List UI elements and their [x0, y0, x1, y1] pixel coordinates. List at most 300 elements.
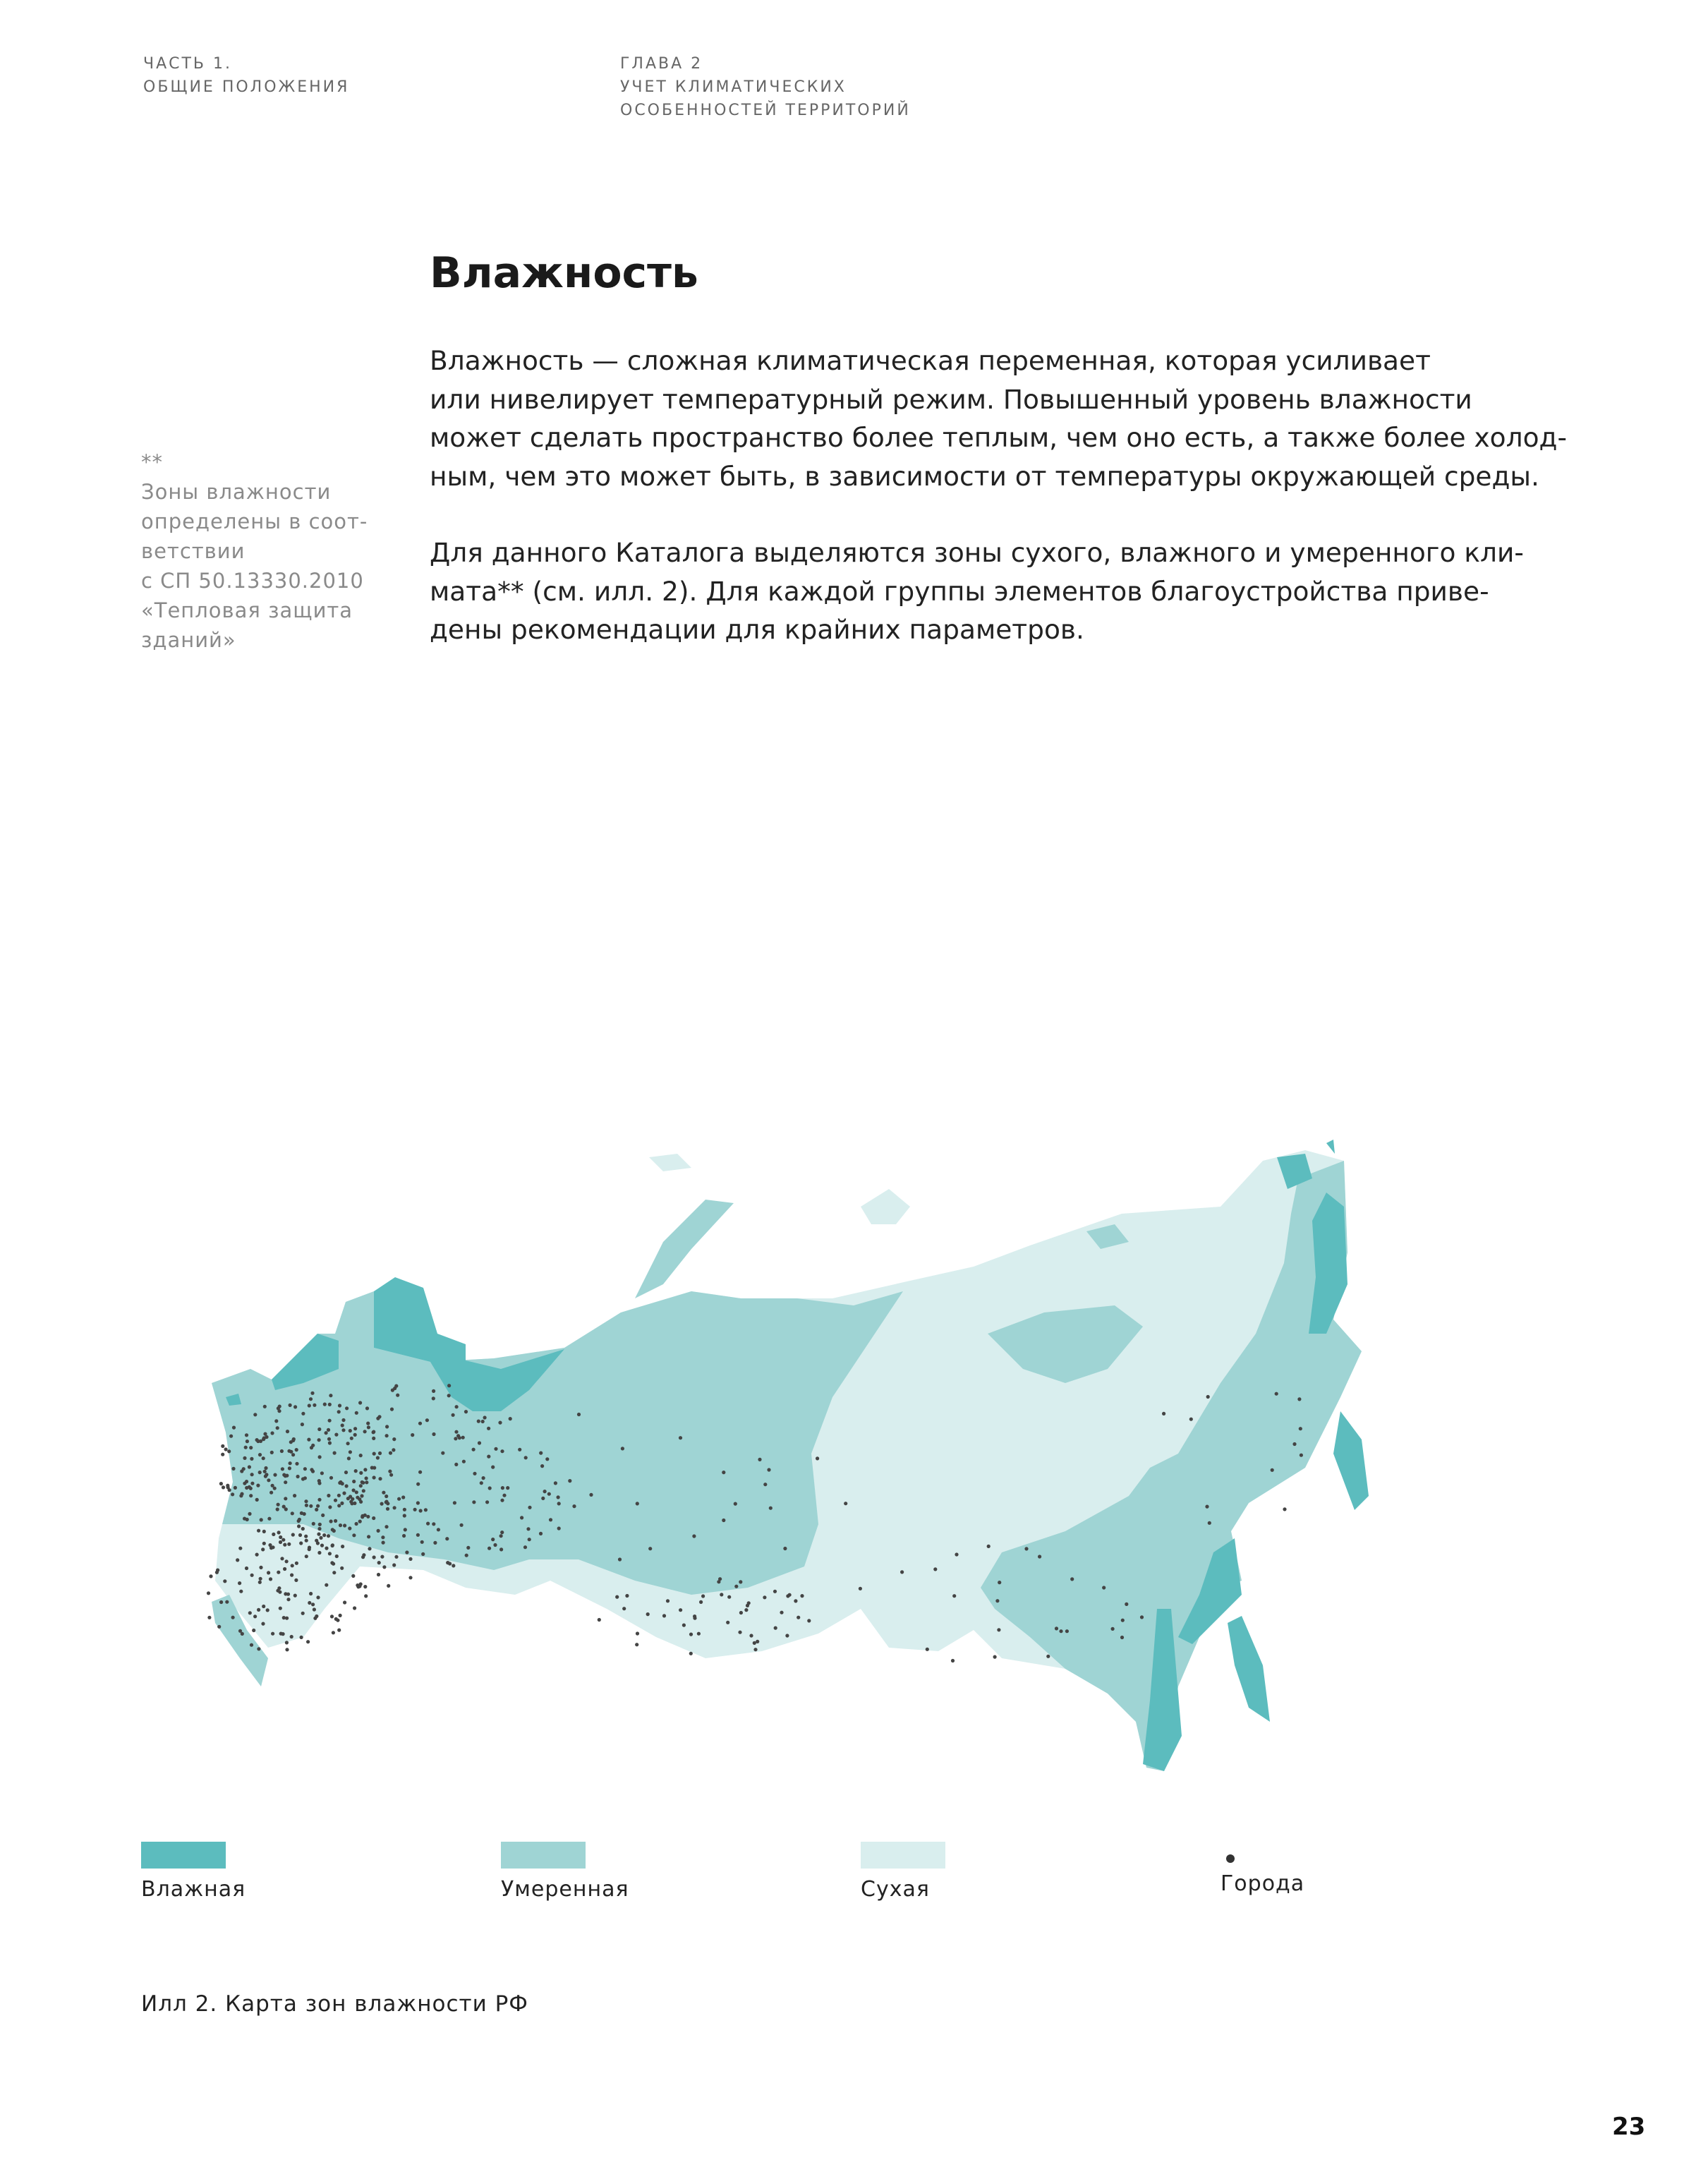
city-dot: [520, 1516, 523, 1519]
city-dot: [284, 1474, 287, 1478]
city-dot: [692, 1534, 696, 1538]
city-dot: [998, 1581, 1001, 1584]
city-dot: [283, 1567, 286, 1571]
city-dot: [359, 1484, 363, 1487]
city-dot: [396, 1394, 399, 1397]
city-dot: [557, 1495, 560, 1499]
city-dot: [327, 1534, 330, 1538]
city-dot: [926, 1648, 929, 1651]
city-dot: [319, 1536, 322, 1540]
franz-josef-island: [649, 1154, 691, 1171]
city-dot: [666, 1599, 670, 1602]
city-dot: [281, 1632, 285, 1636]
city-dot: [332, 1571, 336, 1574]
legend-swatch-moderate: [501, 1842, 586, 1869]
city-dot: [304, 1535, 308, 1538]
city-dot: [386, 1507, 389, 1511]
city-dot: [384, 1525, 388, 1528]
city-dot: [248, 1512, 251, 1516]
city-dot: [272, 1533, 275, 1536]
city-dot: [238, 1629, 242, 1633]
city-dot: [460, 1523, 464, 1527]
city-dot: [478, 1441, 481, 1444]
city-dot: [1125, 1602, 1128, 1606]
paragraph-line: или нивелирует температурный режим. Повышенный уровень влажности: [430, 383, 1472, 415]
sidenote-line: с СП 50.13330.2010: [141, 569, 364, 593]
city-dot: [334, 1519, 337, 1523]
city-dot: [287, 1543, 291, 1546]
legend-label-cities: Города: [1221, 1871, 1305, 1896]
city-dot: [333, 1451, 337, 1455]
city-dot: [286, 1430, 289, 1433]
city-dot: [255, 1553, 259, 1557]
city-dot: [293, 1594, 297, 1598]
paragraph-line: Влажность — сложная климатическая переменная, которая усиливает: [430, 345, 1431, 376]
city-dot: [648, 1547, 652, 1550]
city-dot: [209, 1574, 212, 1578]
city-dot: [277, 1586, 281, 1590]
city-dot: [377, 1529, 380, 1533]
city-dot: [309, 1504, 313, 1508]
city-dot: [328, 1441, 332, 1444]
city-dot: [363, 1468, 367, 1471]
city-dot: [269, 1491, 273, 1495]
city-dot: [420, 1540, 424, 1544]
city-dot: [289, 1461, 292, 1465]
city-dot: [258, 1581, 262, 1584]
city-dot: [500, 1449, 504, 1453]
city-dot: [315, 1508, 318, 1511]
city-dot: [268, 1543, 272, 1547]
city-dot: [291, 1564, 294, 1567]
city-dot: [455, 1405, 459, 1408]
city-dot: [273, 1473, 277, 1477]
city-dot: [316, 1595, 320, 1599]
city-dot: [392, 1563, 396, 1567]
city-dot: [373, 1475, 376, 1479]
city-dot: [366, 1515, 370, 1519]
city-dot: [351, 1574, 355, 1578]
city-dot: [309, 1397, 313, 1401]
city-dot: [767, 1468, 770, 1471]
city-dot: [242, 1467, 246, 1471]
city-dot: [248, 1611, 252, 1614]
city-dot: [1046, 1655, 1050, 1658]
city-dot: [523, 1545, 527, 1549]
city-dot: [317, 1438, 321, 1442]
city-dot: [317, 1551, 321, 1555]
city-dot: [257, 1647, 260, 1650]
city-dot: [437, 1528, 440, 1531]
city-dot: [389, 1473, 393, 1477]
city-dot: [1189, 1418, 1193, 1421]
city-dot: [363, 1430, 367, 1433]
city-dot: [385, 1425, 389, 1428]
city-dot: [337, 1410, 341, 1413]
city-dot: [239, 1590, 243, 1593]
sidenote-line: ветствии: [141, 539, 246, 563]
city-dot: [524, 1456, 528, 1459]
city-dot: [1283, 1507, 1286, 1511]
city-dot: [432, 1389, 435, 1393]
city-dot: [499, 1547, 503, 1551]
city-dot: [353, 1606, 356, 1610]
city-dot: [226, 1484, 229, 1487]
city-dot: [351, 1497, 354, 1501]
city-dot: [229, 1435, 233, 1438]
city-dot: [284, 1480, 287, 1484]
paragraph-line: дены рекомендации для крайних параметров.: [430, 614, 1084, 645]
city-dot: [367, 1535, 370, 1538]
figure-caption: Илл 2. Карта зон влажности РФ: [141, 1991, 528, 2017]
city-dot: [243, 1456, 246, 1460]
city-dot: [308, 1601, 311, 1605]
city-dot: [393, 1506, 396, 1509]
legend-item-cities: [1221, 1842, 1304, 1896]
city-dot: [249, 1494, 253, 1497]
city-dot: [699, 1600, 703, 1604]
city-dot: [403, 1514, 406, 1517]
city-dot: [1297, 1397, 1301, 1401]
city-dot: [625, 1594, 629, 1598]
city-dot: [301, 1612, 305, 1615]
city-dot: [955, 1552, 958, 1556]
wet-zone-sakhalin: [1228, 1616, 1270, 1722]
city-dot: [426, 1522, 430, 1526]
city-dot: [311, 1444, 315, 1447]
city-dot: [441, 1451, 444, 1455]
city-dot: [1059, 1629, 1062, 1633]
city-dot: [355, 1522, 358, 1526]
city-dot: [279, 1607, 282, 1610]
city-dot: [335, 1555, 339, 1558]
city-dot: [557, 1526, 561, 1530]
intro-paragraph: [430, 342, 1567, 495]
city-dot: [425, 1418, 429, 1422]
city-dot: [263, 1432, 267, 1436]
city-dot: [487, 1427, 490, 1430]
city-dot: [526, 1527, 530, 1531]
city-dot: [353, 1427, 357, 1430]
city-dot: [445, 1537, 449, 1540]
city-dot: [418, 1471, 422, 1474]
city-dot: [262, 1530, 266, 1533]
city-dot: [271, 1632, 274, 1636]
city-dot: [481, 1420, 485, 1423]
city-dot: [758, 1458, 761, 1461]
city-dot: [274, 1419, 278, 1423]
city-dot: [382, 1541, 385, 1545]
header-chapter-title-line1: УЧЕТ КЛИМАТИЧЕСКИХ: [620, 78, 847, 96]
city-dot: [358, 1401, 362, 1404]
city-dot: [340, 1567, 344, 1570]
city-dot: [317, 1533, 320, 1536]
city-dot: [807, 1619, 811, 1622]
city-dot: [308, 1404, 311, 1407]
city-dot: [328, 1552, 332, 1555]
city-dot: [306, 1640, 310, 1643]
city-dot: [722, 1471, 725, 1474]
city-dot: [311, 1470, 315, 1473]
city-dot: [317, 1427, 321, 1431]
city-dot: [598, 1618, 601, 1622]
city-dot: [286, 1593, 290, 1596]
city-dot: [1300, 1454, 1303, 1457]
sidenote-marker: **: [141, 450, 163, 474]
city-dot: [300, 1511, 303, 1515]
city-dot: [662, 1614, 666, 1617]
city-dot: [780, 1611, 783, 1614]
city-dot: [250, 1574, 254, 1577]
city-dot: [364, 1594, 368, 1598]
city-dot: [373, 1452, 376, 1456]
city-dot: [1055, 1626, 1058, 1630]
city-dot: [320, 1471, 324, 1475]
city-dot: [408, 1557, 412, 1561]
city-dot: [488, 1486, 492, 1490]
city-dot: [245, 1433, 248, 1437]
legend-label-wet: Влажная: [141, 1877, 246, 1902]
city-dot: [228, 1488, 231, 1492]
city-dot: [347, 1456, 351, 1460]
city-dot: [447, 1394, 451, 1397]
city-dot: [330, 1561, 334, 1564]
city-dot: [952, 1594, 956, 1598]
city-dot: [466, 1546, 470, 1550]
city-dot: [381, 1535, 384, 1539]
city-dot: [646, 1612, 650, 1616]
city-dot: [234, 1486, 237, 1490]
city-dot: [360, 1494, 363, 1497]
city-dot: [337, 1504, 341, 1507]
city-dot: [308, 1546, 311, 1550]
city-dot: [1292, 1442, 1296, 1446]
city-dot: [285, 1641, 289, 1644]
city-dot: [255, 1438, 259, 1442]
city-dot: [345, 1406, 349, 1410]
city-dot: [800, 1594, 804, 1598]
city-dot: [345, 1484, 349, 1487]
city-dot: [277, 1503, 280, 1507]
city-dot: [568, 1479, 571, 1483]
city-dot: [289, 1404, 292, 1407]
city-dot: [297, 1524, 301, 1528]
city-dot: [283, 1543, 286, 1547]
city-dot: [408, 1576, 412, 1579]
wet-zone-kamchatka-coast: [1333, 1411, 1369, 1510]
city-dot: [473, 1472, 476, 1475]
city-dot: [246, 1439, 249, 1443]
city-dot: [416, 1533, 420, 1537]
city-dot: [277, 1406, 280, 1410]
city-dot: [284, 1497, 287, 1500]
city-dot: [310, 1392, 314, 1395]
city-dot: [291, 1533, 295, 1536]
page-title: Влажность: [430, 248, 698, 298]
sidenote-line: Зоны влажности: [141, 480, 332, 504]
page-number: 23: [1612, 2113, 1646, 2141]
city-dot: [257, 1529, 260, 1533]
city-dot: [280, 1449, 284, 1453]
city-dot: [307, 1438, 310, 1442]
city-dot: [391, 1389, 394, 1392]
city-dot: [298, 1533, 302, 1537]
sidenote-line: определены в соот-: [141, 509, 368, 533]
city-dot: [238, 1547, 242, 1550]
city-dot: [261, 1622, 265, 1626]
city-dot: [372, 1430, 375, 1434]
city-dot: [339, 1614, 342, 1617]
city-dot: [262, 1542, 266, 1545]
city-dot: [465, 1554, 468, 1557]
city-dot: [290, 1635, 293, 1638]
city-dot: [250, 1643, 253, 1647]
city-dot: [343, 1523, 346, 1527]
city-dot: [332, 1631, 335, 1634]
city-dot: [269, 1577, 272, 1581]
city-dot: [207, 1616, 211, 1619]
city-dot: [352, 1480, 356, 1483]
city-dot: [282, 1616, 286, 1619]
city-dot: [318, 1455, 322, 1459]
city-dot: [993, 1655, 997, 1659]
city-dot: [411, 1433, 414, 1437]
city-dot: [458, 1436, 461, 1439]
city-dot: [615, 1595, 619, 1599]
city-dot: [293, 1494, 296, 1497]
city-dot: [368, 1547, 371, 1550]
city-dot: [250, 1457, 253, 1461]
severnaya-zemlya-island: [861, 1189, 910, 1224]
city-dot: [325, 1431, 328, 1435]
city-dot: [491, 1538, 495, 1541]
city-dot: [403, 1508, 406, 1511]
city-dot: [334, 1499, 337, 1502]
city-dot: [377, 1415, 381, 1418]
city-dot: [301, 1412, 305, 1416]
paragraph-line: может сделать пространство более теплым, чем оно есть, а также более холод-: [430, 422, 1567, 453]
city-dot: [262, 1605, 265, 1608]
city-dot: [545, 1457, 549, 1461]
city-dot: [697, 1632, 701, 1636]
city-dot: [277, 1531, 281, 1534]
city-dot: [358, 1497, 361, 1501]
city-dot: [366, 1422, 370, 1425]
paragraph-line: ным, чем это может быть, в зависимости от температуры окружающей среды.: [430, 460, 1539, 492]
paragraph-line: Для данного Каталога выделяются зоны сухого, влажного и умеренного кли-: [430, 537, 1524, 568]
city-dot: [487, 1455, 490, 1459]
city-dot: [321, 1514, 325, 1517]
city-dot: [361, 1480, 364, 1484]
city-dot: [224, 1447, 228, 1451]
city-dot: [256, 1484, 260, 1487]
city-dot: [1102, 1586, 1106, 1589]
city-dot: [577, 1413, 581, 1416]
city-dot: [951, 1659, 955, 1662]
city-dot: [262, 1437, 265, 1441]
humidity-zones-map: [198, 1101, 1467, 1799]
city-dot: [774, 1626, 777, 1630]
city-dot: [331, 1528, 334, 1531]
city-dot: [744, 1608, 748, 1612]
city-dot: [303, 1467, 307, 1471]
city-dot: [261, 1547, 265, 1551]
city-dot: [378, 1477, 382, 1480]
city-dot: [276, 1426, 279, 1430]
city-dot: [448, 1562, 452, 1565]
city-dot: [549, 1518, 552, 1521]
city-dot: [461, 1436, 465, 1439]
city-dot: [329, 1476, 333, 1480]
city-dot: [295, 1448, 298, 1451]
city-dot: [421, 1552, 425, 1556]
city-dot: [464, 1410, 468, 1413]
legend-item-dry: [861, 1842, 945, 1902]
city-dot: [424, 1508, 428, 1511]
city-dot: [316, 1504, 320, 1508]
city-dot: [263, 1405, 267, 1408]
city-dot: [987, 1545, 991, 1548]
city-dot: [783, 1547, 787, 1550]
city-dot: [252, 1629, 255, 1632]
city-dot: [353, 1433, 357, 1437]
city-dot: [498, 1421, 502, 1425]
city-dot: [207, 1591, 210, 1595]
paragraph-line: мата** (см. илл. 2). Для каждой группы элементов благоустройства приве-: [430, 575, 1489, 607]
city-dot: [739, 1580, 742, 1583]
city-dot: [734, 1585, 738, 1588]
city-dot: [304, 1499, 308, 1503]
legend-label-dry: Сухая: [861, 1877, 930, 1902]
city-dot: [418, 1422, 422, 1425]
city-dot: [231, 1492, 234, 1496]
city-dot: [362, 1489, 365, 1492]
running-header-part: [143, 52, 349, 99]
city-dot: [462, 1460, 466, 1463]
city-dot: [682, 1624, 686, 1627]
city-dot: [312, 1522, 315, 1526]
city-dot: [995, 1599, 999, 1602]
sidenote: [141, 447, 368, 655]
legend-item-wet: [141, 1842, 246, 1902]
city-dot: [231, 1616, 235, 1619]
city-dot: [253, 1413, 257, 1416]
city-dot: [352, 1533, 356, 1537]
city-dot: [636, 1502, 639, 1505]
city-dot: [454, 1463, 458, 1466]
city-dot: [288, 1466, 291, 1470]
city-dot: [298, 1518, 301, 1521]
city-dot: [382, 1491, 385, 1495]
city-dot: [245, 1486, 248, 1490]
city-dot: [1065, 1629, 1069, 1633]
city-dot: [797, 1616, 800, 1619]
city-dot: [249, 1446, 253, 1449]
city-dot: [1140, 1615, 1144, 1619]
city-dot: [305, 1539, 308, 1543]
city-dot: [258, 1453, 262, 1456]
city-dot: [388, 1470, 392, 1473]
city-dot: [432, 1522, 435, 1526]
city-dot: [219, 1600, 223, 1604]
city-dot: [359, 1471, 363, 1475]
city-dot: [260, 1518, 263, 1521]
city-dot: [309, 1592, 313, 1595]
legend-label-moderate: Умеренная: [501, 1877, 629, 1902]
city-dot: [397, 1497, 401, 1501]
city-dot: [296, 1475, 300, 1478]
city-dot: [679, 1436, 682, 1439]
